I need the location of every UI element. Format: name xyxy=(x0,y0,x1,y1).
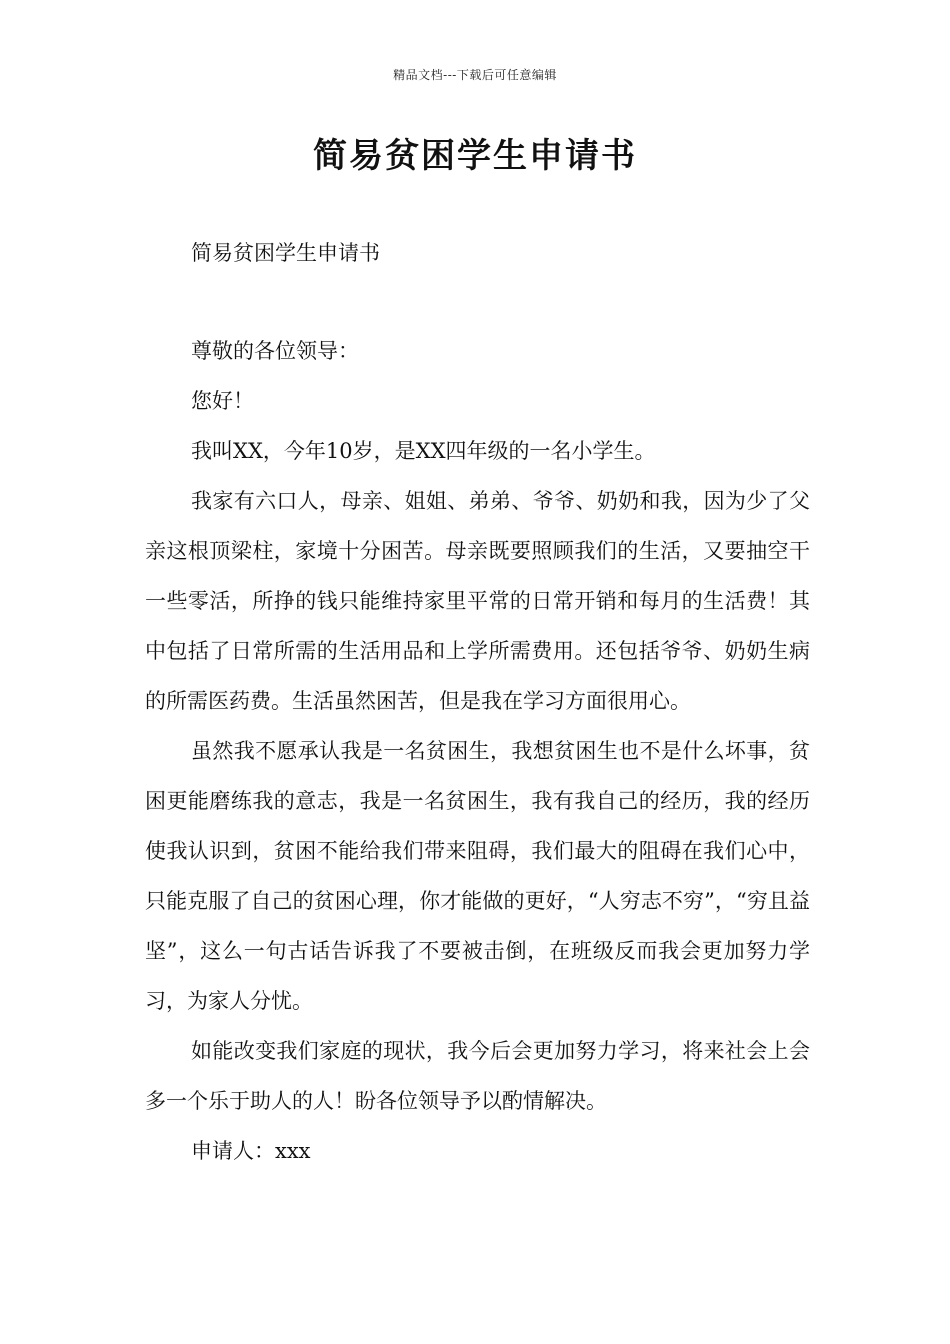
paragraph-request: 如能改变我们家庭的现状，我今后会更加努力学习，将来社会上会多一个乐于助人的人！盼各位领导予以酌情解决。 xyxy=(145,1039,810,1113)
salutation: 尊敬的各位领导： xyxy=(191,339,359,363)
paragraph-family: 我家有六口人，母亲、姐姐、弟弟、爷爷、奶奶和我，因为少了父亲这根顶梁柱，家境十分困苦。母亲既要照顾我们的生活，又要抽空干一些零活，所挣的钱只能维持家里平常的日常开销和每月的生活费！其中包括了日常所需的生活用品和上学所需费用。还包括爷爷、奶奶生病的所需医药费。生活虽然困苦，但是我在学习方面很用心。 xyxy=(145,489,810,713)
greeting: 您好！ xyxy=(191,389,254,413)
applicant-signature: 申请人：xxx xyxy=(191,1139,311,1163)
header-note: 精品文档---下载后可任意编辑 xyxy=(393,68,557,82)
document-title: 简易贫困学生申请书 xyxy=(313,136,637,176)
paragraph-intro: 我叫XX，今年10岁，是XX四年级的一名小学生。 xyxy=(191,439,656,463)
letter-body xyxy=(145,326,810,1176)
document-subtitle xyxy=(145,228,810,278)
subtitle-text: 简易贫困学生申请书 xyxy=(191,241,380,265)
paragraph-attitude: 虽然我不愿承认我是一名贫困生，我想贫困生也不是什么坏事，贫困更能磨练我的意志，我是一名贫困生，我有我自己的经历，我的经历使我认识到，贫困不能给我们带来阻碍，我们最大的阻碍在我们心中，只能克服了自己的贫困心理，你才能做的更好，“人穷志不穷”，“穷且益坚”，这么一句古话告诉我了不要被击倒，在班级反而我会更加努力学习，为家人分忧。 xyxy=(145,739,810,1013)
